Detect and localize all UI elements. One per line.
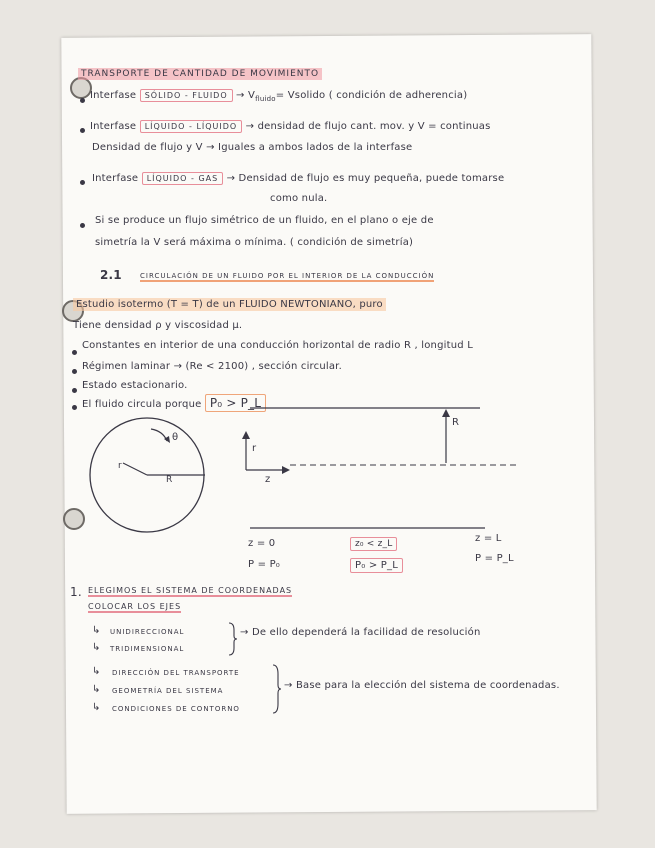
pressure-condition: P₀ > P_L xyxy=(205,394,266,412)
bullet-interfase-3 xyxy=(80,180,85,185)
interfase-2-line xyxy=(90,121,491,132)
group-b-item-2: GEOMETRÍA DEL SISTEMA xyxy=(112,687,224,695)
interfase-3-rest: → Densidad de flujo es muy pequeña, puede tomarse xyxy=(226,173,505,184)
group-a-note: → De ello dependerá la facilidad de resolución xyxy=(240,627,481,638)
interfase-1-sub: fluido xyxy=(255,95,276,103)
group-b-item-1: DIRECCIÓN DEL TRANSPORTE xyxy=(112,669,240,677)
group-b-arrow-1: ↳ xyxy=(92,666,101,677)
pipe-longitudinal-view xyxy=(240,405,530,535)
bullet-study-4 xyxy=(72,405,77,410)
page-title: TRANSPORTE DE CANTIDAD DE MOVIMIENTO xyxy=(78,68,322,80)
interfase-1-tag: SÓLIDO - FLUIDO xyxy=(140,89,233,102)
interfase-1-expr: V xyxy=(248,90,256,101)
pipe-cross-section xyxy=(85,415,215,545)
step-title-line-1: ELEGIMOS EL SISTEMA DE COORDENADAS xyxy=(88,586,293,595)
group-a-arrow-2: ↳ xyxy=(92,642,101,653)
interfase-2-tag: LÍQUIDO - LÍQUIDO xyxy=(140,120,243,133)
study-line-2: Tiene densidad ρ y viscosidad μ. xyxy=(73,320,243,331)
group-b-arrow-2: ↳ xyxy=(92,684,101,695)
interfase-3-line xyxy=(92,173,504,184)
group-b-item-3: CONDICIONES DE CONTORNO xyxy=(112,705,240,713)
bullet-study-1 xyxy=(72,350,77,355)
pos-PL: P = P_L xyxy=(475,553,514,564)
pos-zL: z = L xyxy=(475,533,502,544)
symmetry-line-2: simetría la V será máxima o mínima. ( condición de simetría) xyxy=(95,237,414,248)
study-bullet-4: El fluido circula porque xyxy=(82,399,202,410)
R-dimension-arrowhead xyxy=(442,409,450,417)
step-number: 1. xyxy=(70,585,82,599)
R-right-label: R xyxy=(452,417,460,428)
study-bullet-3: Estado estacionario. xyxy=(82,380,188,391)
small-r-label: r xyxy=(118,461,122,471)
r-axis-arrowhead xyxy=(242,431,250,439)
group-b-arrow-3: ↳ xyxy=(92,702,101,713)
pos-z0: z = 0 xyxy=(248,538,276,549)
pos-z-range: z₀ < z_L xyxy=(350,537,397,551)
step-title-line-2: COLOCAR LOS EJES xyxy=(88,602,182,611)
r-axis-label: r xyxy=(252,443,257,454)
theta-label: θ xyxy=(172,432,179,443)
interfase-1-line xyxy=(90,90,467,103)
section-number: 2.1 xyxy=(100,268,122,282)
interfase-2-line2: Densidad de flujo y V → Iguales a ambos lados de la interfase xyxy=(92,142,413,153)
study-bullet-1: Constantes en interior de una conducción horizontal de radio R , longitud L xyxy=(82,340,473,351)
bullet-interfase-2 xyxy=(80,128,85,133)
interfase-1-prefix: Interfase xyxy=(90,90,137,101)
study-bullet-2: Régimen laminar → (Re < 2100) , sección circular. xyxy=(82,361,342,372)
radius-r-line xyxy=(123,463,147,475)
group-a-arrow-1: ↳ xyxy=(92,625,101,636)
symmetry-line-1: Si se produce un flujo simétrico de un fluido, en el plano o eje de xyxy=(95,215,434,226)
interfase-2-rest: → densidad de flujo cant. mov. y V = continuas xyxy=(245,121,491,132)
interfase-3-tag: LÍQUIDO - GAS xyxy=(142,172,224,185)
study-bullet-4-line xyxy=(82,396,266,410)
group-a-brace xyxy=(228,622,238,656)
z-axis-arrowhead xyxy=(282,466,290,474)
z-axis-label: z xyxy=(265,474,271,485)
interfase-2-prefix: Interfase xyxy=(90,121,137,132)
binder-hole-top xyxy=(70,77,92,99)
section-title: CIRCULACIÓN DE UN FLUIDO POR EL INTERIOR DE LA CONDUCCIÓN xyxy=(140,272,435,280)
big-R-label: R xyxy=(166,475,173,485)
binder-hole-bottom xyxy=(63,508,85,530)
bullet-symmetry xyxy=(80,223,85,228)
study-line-1: Estudio isotermo (T = T) de un FLUIDO NEWTONIANO, puro xyxy=(73,298,386,311)
interfase-1-arrow: → xyxy=(236,90,245,101)
interfase-1-rest: = Vsolido ( condición de adherencia) xyxy=(275,90,468,101)
pos-pressure-drop: P₀ > P_L xyxy=(350,558,403,573)
group-a-item-2: TRIDIMENSIONAL xyxy=(110,645,185,653)
group-b-note: → Base para la elección del sistema de coordenadas. xyxy=(284,680,560,691)
pos-P0: P = P₀ xyxy=(248,559,281,570)
interfase-3-line2: como nula. xyxy=(270,193,328,204)
bullet-study-2 xyxy=(72,369,77,374)
group-b-brace xyxy=(272,664,282,714)
bullet-interfase-1 xyxy=(80,98,85,103)
group-a-item-1: UNIDIRECCIONAL xyxy=(110,628,185,636)
interfase-3-prefix: Interfase xyxy=(92,173,139,184)
bullet-study-3 xyxy=(72,388,77,393)
